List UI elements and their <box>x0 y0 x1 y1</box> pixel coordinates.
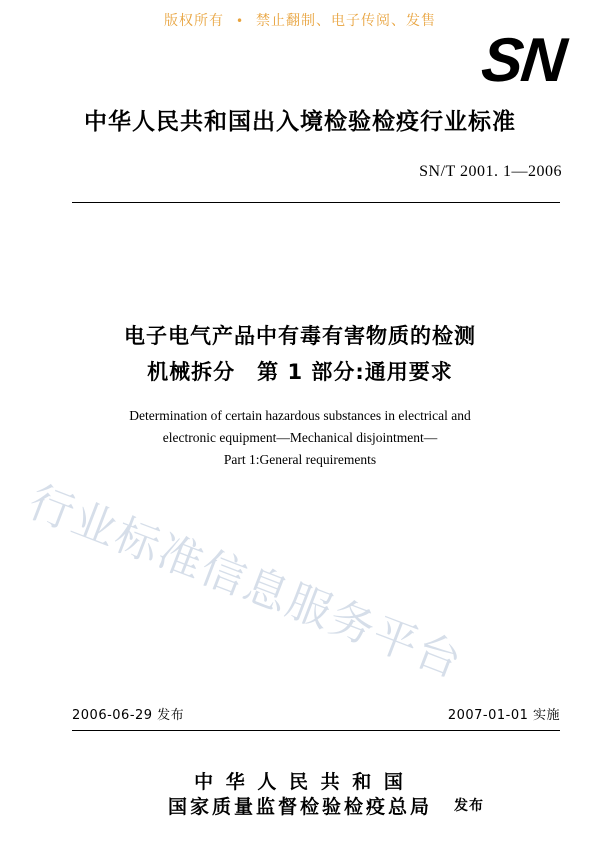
document-title-en-line1: Determination of certain hazardous substances in electrical and <box>129 408 471 423</box>
sn-logo: SN <box>478 26 568 95</box>
standard-number: SN/T 2001. 1—2006 <box>419 163 562 180</box>
document-title-cn-line1: 电子电气产品中有毒有害物质的检测 <box>124 324 476 348</box>
document-title-en <box>0 405 600 471</box>
document-title-en-line3: Part 1:General requirements <box>223 452 377 467</box>
publisher-inner <box>167 770 484 820</box>
copyright-right-text: 禁止翻制、电子传阅、发售 <box>256 13 437 29</box>
document-title-cn-line2: 机械拆分 第 1 部分:通用要求 <box>147 360 453 384</box>
watermark-text: 行业标准信息服务平台 <box>21 476 470 689</box>
publisher-line1: 中 华 人 民 共 和 国 <box>194 771 406 793</box>
copyright-left-text: 版权所有 <box>163 13 224 29</box>
document-title-en-line2: electronic equipment—Mechanical disjointment— <box>162 430 438 445</box>
publisher-block <box>0 770 600 820</box>
copyright-separator-dot: • <box>235 14 245 28</box>
effective-date: 2007-01-01 实施 <box>447 708 560 723</box>
divider-bottom <box>72 730 560 731</box>
publisher-release-label: 发布 <box>454 798 484 814</box>
divider-top <box>72 202 560 203</box>
standard-org-title: 中华人民共和国出入境检验检疫行业标准 <box>84 109 516 135</box>
issue-date: 2006-06-29 发布 <box>72 708 185 723</box>
publisher-line2: 国家质量监督检验检疫总局 <box>167 796 432 818</box>
document-title-cn <box>0 318 600 390</box>
